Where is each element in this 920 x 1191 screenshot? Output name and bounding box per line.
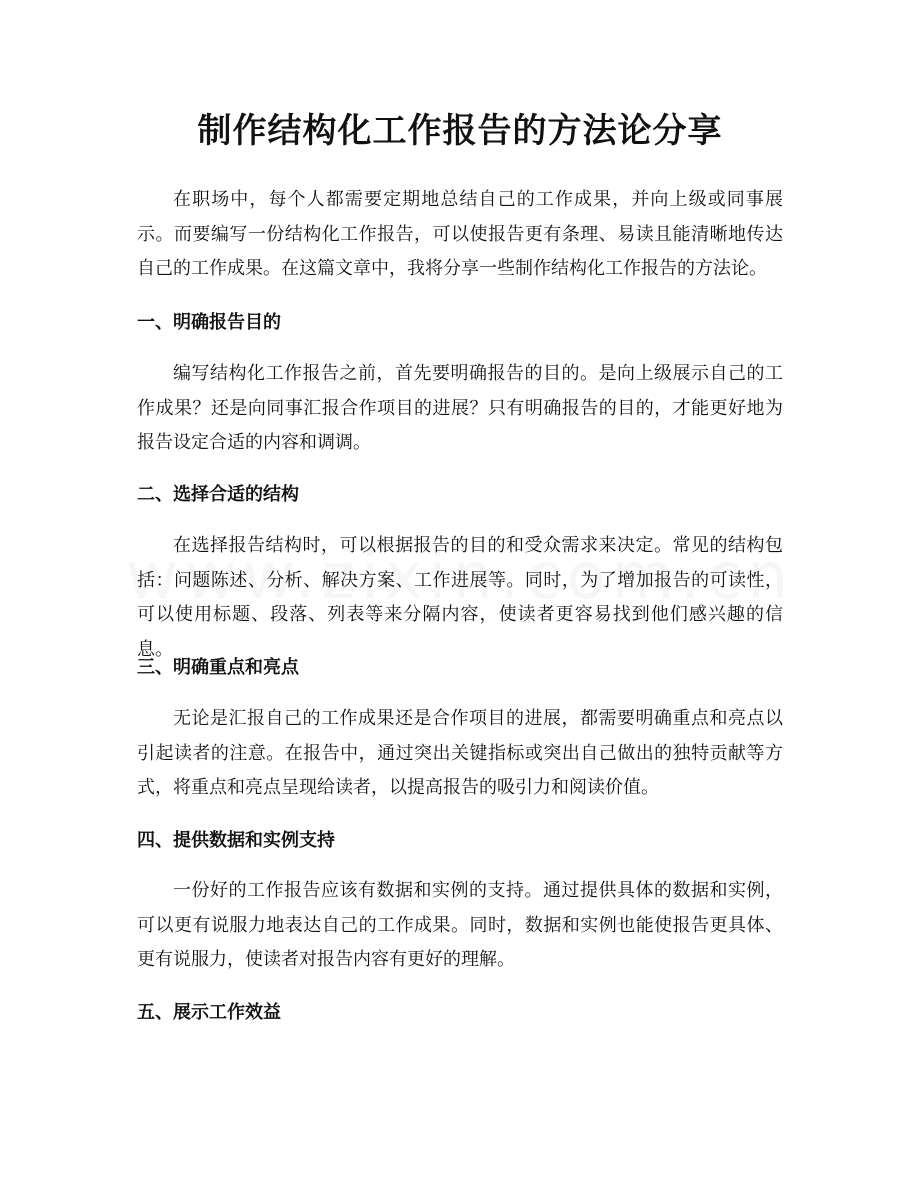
section-body-1: 编写结构化工作报告之前，首先要明确报告的目的。是向上级展示自己的工作成果？还是向同事汇报合作项目的进展？只有明确报告的目的，才能更好地为报告设定合适的内容和调调。 xyxy=(137,363,783,453)
section-body-3: 无论是汇报自己的工作成果还是合作项目的进展，都需要明确重点和亮点以引起读者的注意。在报告中，通过突出关键指标或突出自己做出的独特贡献等方式，将重点和亮点呈现给读者，以提高报告的吸引力和阅读价值。 xyxy=(137,708,783,798)
section-body-2: 在选择报告结构时，可以根据报告的目的和受众需求来决定。常见的结构包括：问题陈述、分析、解决方案、工作进展等。同时，为了增加报告的可读性，可以使用标题、段落、列表等来分隔内容，使读者更容易找到他们感兴趣的信息。 xyxy=(137,535,783,660)
section-heading-2: 二、选择合适的结构 xyxy=(137,484,299,505)
section-heading-3: 三、明确重点和亮点 xyxy=(137,657,299,678)
section-body-4: 一份好的工作报告应该有数据和实例的支持。通过提供具体的数据和实例，可以更有说服力地表达自己的工作成果。同时，数据和实例也能使报告更具体、更有说服力，使读者对报告内容有更好的理解。 xyxy=(137,880,783,970)
section-heading-4: 四、提供数据和实例支持 xyxy=(137,830,335,851)
intro-paragraph: 在职场中，每个人都需要定期地总结自己的工作成果，并向上级或同事展示。而要编写一份结构化工作报告，可以使报告更有条理、易读且能清晰地传达自己的工作成果。在这篇文章中，我将分享一些制作结构化工作报告的方法论。 xyxy=(137,189,783,279)
document-title: 制作结构化工作报告的方法论分享 xyxy=(197,111,723,151)
section-heading-5: 五、展示工作效益 xyxy=(137,1002,281,1023)
section-heading-1: 一、明确报告目的 xyxy=(137,312,281,333)
